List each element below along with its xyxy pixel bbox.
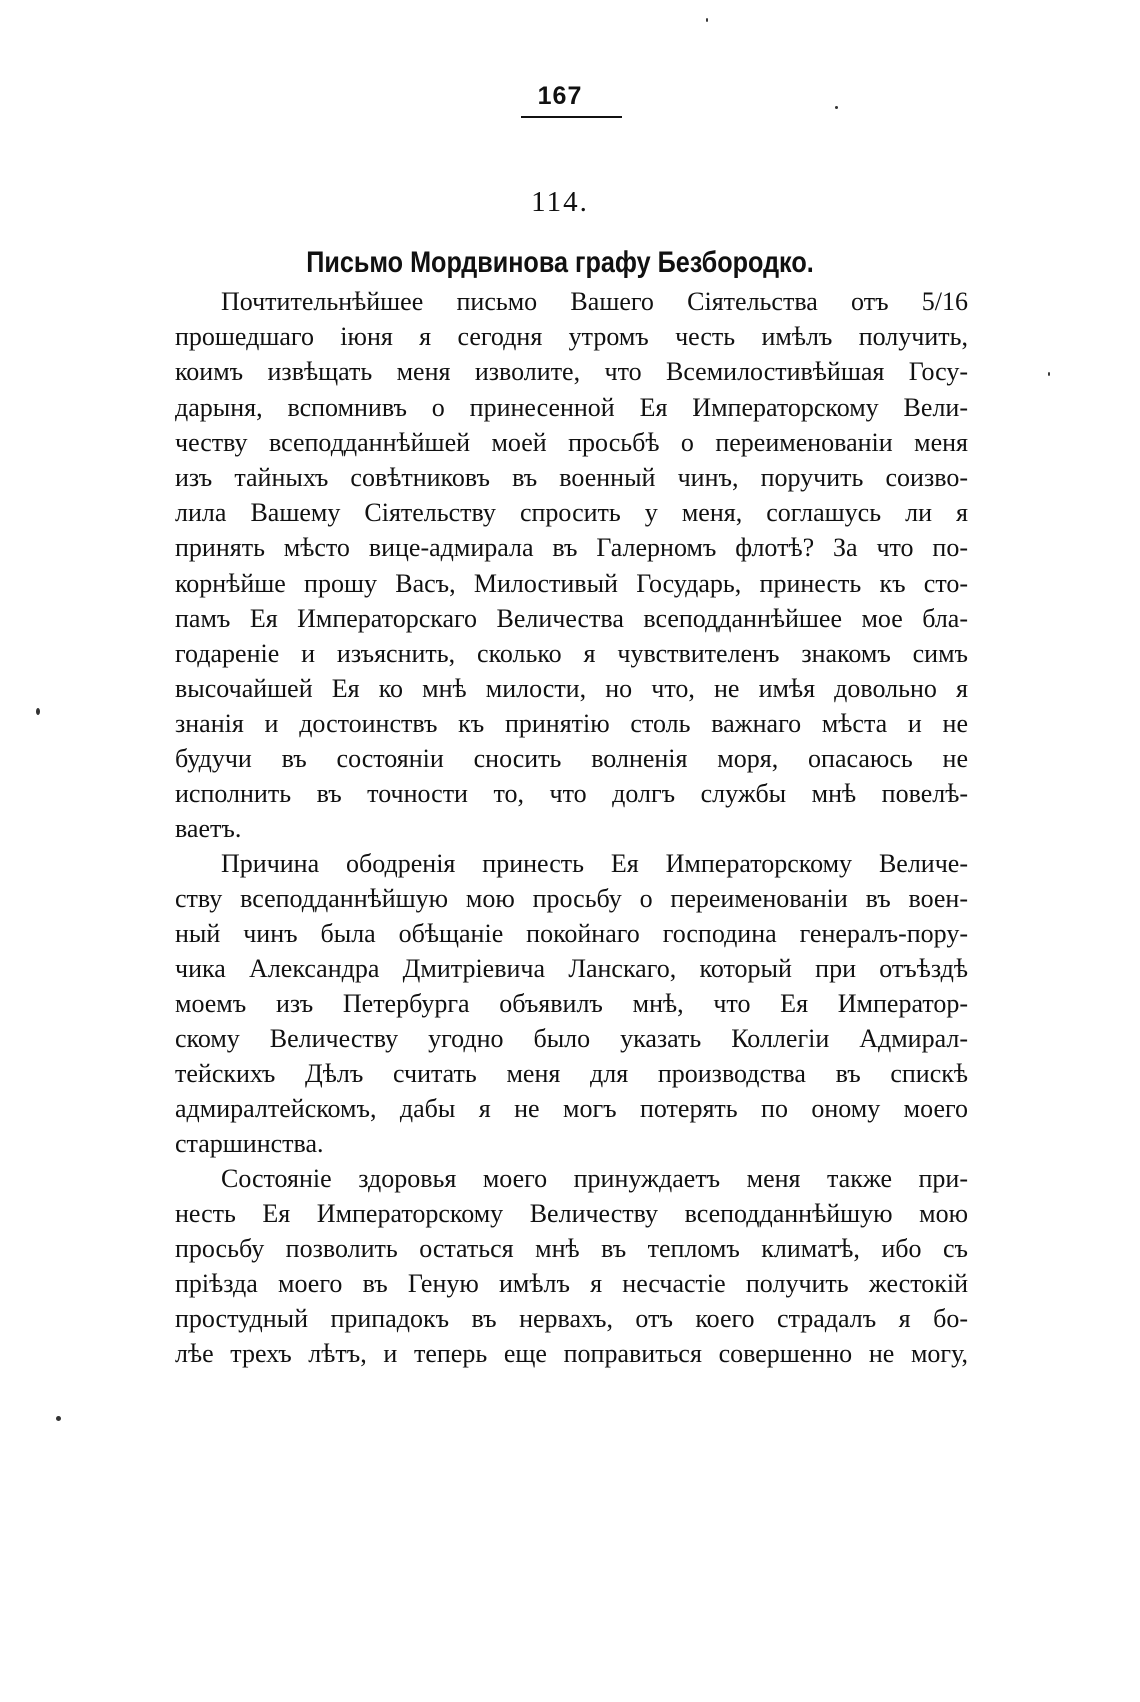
page-number-underline [521, 116, 622, 118]
document-title: Письмо Мордвинова графу Безбородко. [306, 246, 814, 279]
document-number: 114. [531, 186, 589, 218]
scan-speck [1048, 372, 1050, 376]
text-line: годареніе и изъяснить, сколько я чувствителенъ знакомъ симъ [175, 639, 968, 668]
text-line: несть Ея Императорскому Величеству всеподданнѣйшую мою [175, 1199, 968, 1228]
text-line: чика Александра Дмитріевича Ланскаго, который при отъѣздѣ [175, 954, 968, 983]
text-line: Причина ободренія принесть Ея Императорскому Величе- [221, 849, 968, 878]
text-line: старшинства. [175, 1129, 324, 1158]
text-line: Состояніе здоровья моего принуждаетъ меня также при- [221, 1164, 968, 1193]
text-line: принять мѣсто вице-адмирала въ Галерномъ флотѣ? За что по- [175, 533, 968, 562]
text-line: коимъ извѣщать меня изволите, что Всемилостивѣйшая Госу- [175, 357, 968, 386]
text-line: моемъ изъ Петербурга объявилъ мнѣ, что Ея Император- [175, 989, 968, 1018]
scan-speck [835, 106, 838, 109]
text-line: простудный припадокъ въ нервахъ, отъ коего страдалъ я бо- [175, 1304, 968, 1333]
text-line: лила Вашему Сіятельству спросить у меня, соглашусь ли я [175, 498, 968, 527]
scan-speck [36, 708, 40, 715]
text-line: ваетъ. [175, 814, 242, 843]
scan-speck [706, 18, 708, 22]
text-line: честву всеподданнѣйшей моей просьбѣ о переименованіи меня [175, 428, 968, 457]
text-line: памъ Ея Императорскаго Величества всеподданнѣйшее мое бла- [175, 604, 968, 633]
text-line: тейскихъ Дѣлъ считать меня для производства въ спискѣ [175, 1059, 968, 1088]
text-line: исполнить въ точности то, что долгъ службы мнѣ повелѣ- [175, 779, 968, 808]
text-line: скому Величеству угодно было указать Коллегіи Адмирал- [175, 1024, 968, 1053]
text-line: дарыня, вспомнивъ о принесенной Ея Императорскому Вели- [175, 393, 968, 422]
text-line: ству всеподданнѣйшую мою просьбу о переименованіи въ воен- [175, 884, 968, 913]
text-line: корнѣйше прошу Васъ, Милостивый Государь, принесть къ сто- [175, 569, 968, 598]
text-line: будучи въ состояніи сносить волненія моря, опасаюсь не [175, 744, 968, 773]
text-line: просьбу позволить остаться мнѣ въ тепломъ климатѣ, ибо съ [175, 1234, 968, 1263]
text-line: изъ тайныхъ совѣтниковъ въ военный чинъ, поручить соизво- [175, 463, 968, 492]
text-line: Почтительнѣйшее письмо Вашего Сіятельства отъ 5/16 [221, 287, 968, 316]
scan-speck [56, 1416, 61, 1421]
text-line: прошедшаго іюня я сегодня утромъ честь имѣлъ получить, [175, 322, 968, 351]
page-number: 167 [537, 82, 583, 110]
text-line: знанія и достоинствъ къ принятію столь важнаго мѣста и не [175, 709, 968, 738]
text-line: ный чинъ была обѣщаніе покойнаго господина генералъ-пору- [175, 919, 968, 948]
text-line: пріѣзда моего въ Геную имѣлъ я несчастіе получить жестокій [175, 1269, 968, 1298]
text-line: высочайшей Ея ко мнѣ милости, но что, не имѣя довольно я [175, 674, 968, 703]
text-line: лѣе трехъ лѣтъ, и теперь еще поправиться совершенно не могу, [175, 1339, 968, 1368]
text-line: адмиралтейскомъ, дабы я не могъ потерять по оному моего [175, 1094, 968, 1123]
